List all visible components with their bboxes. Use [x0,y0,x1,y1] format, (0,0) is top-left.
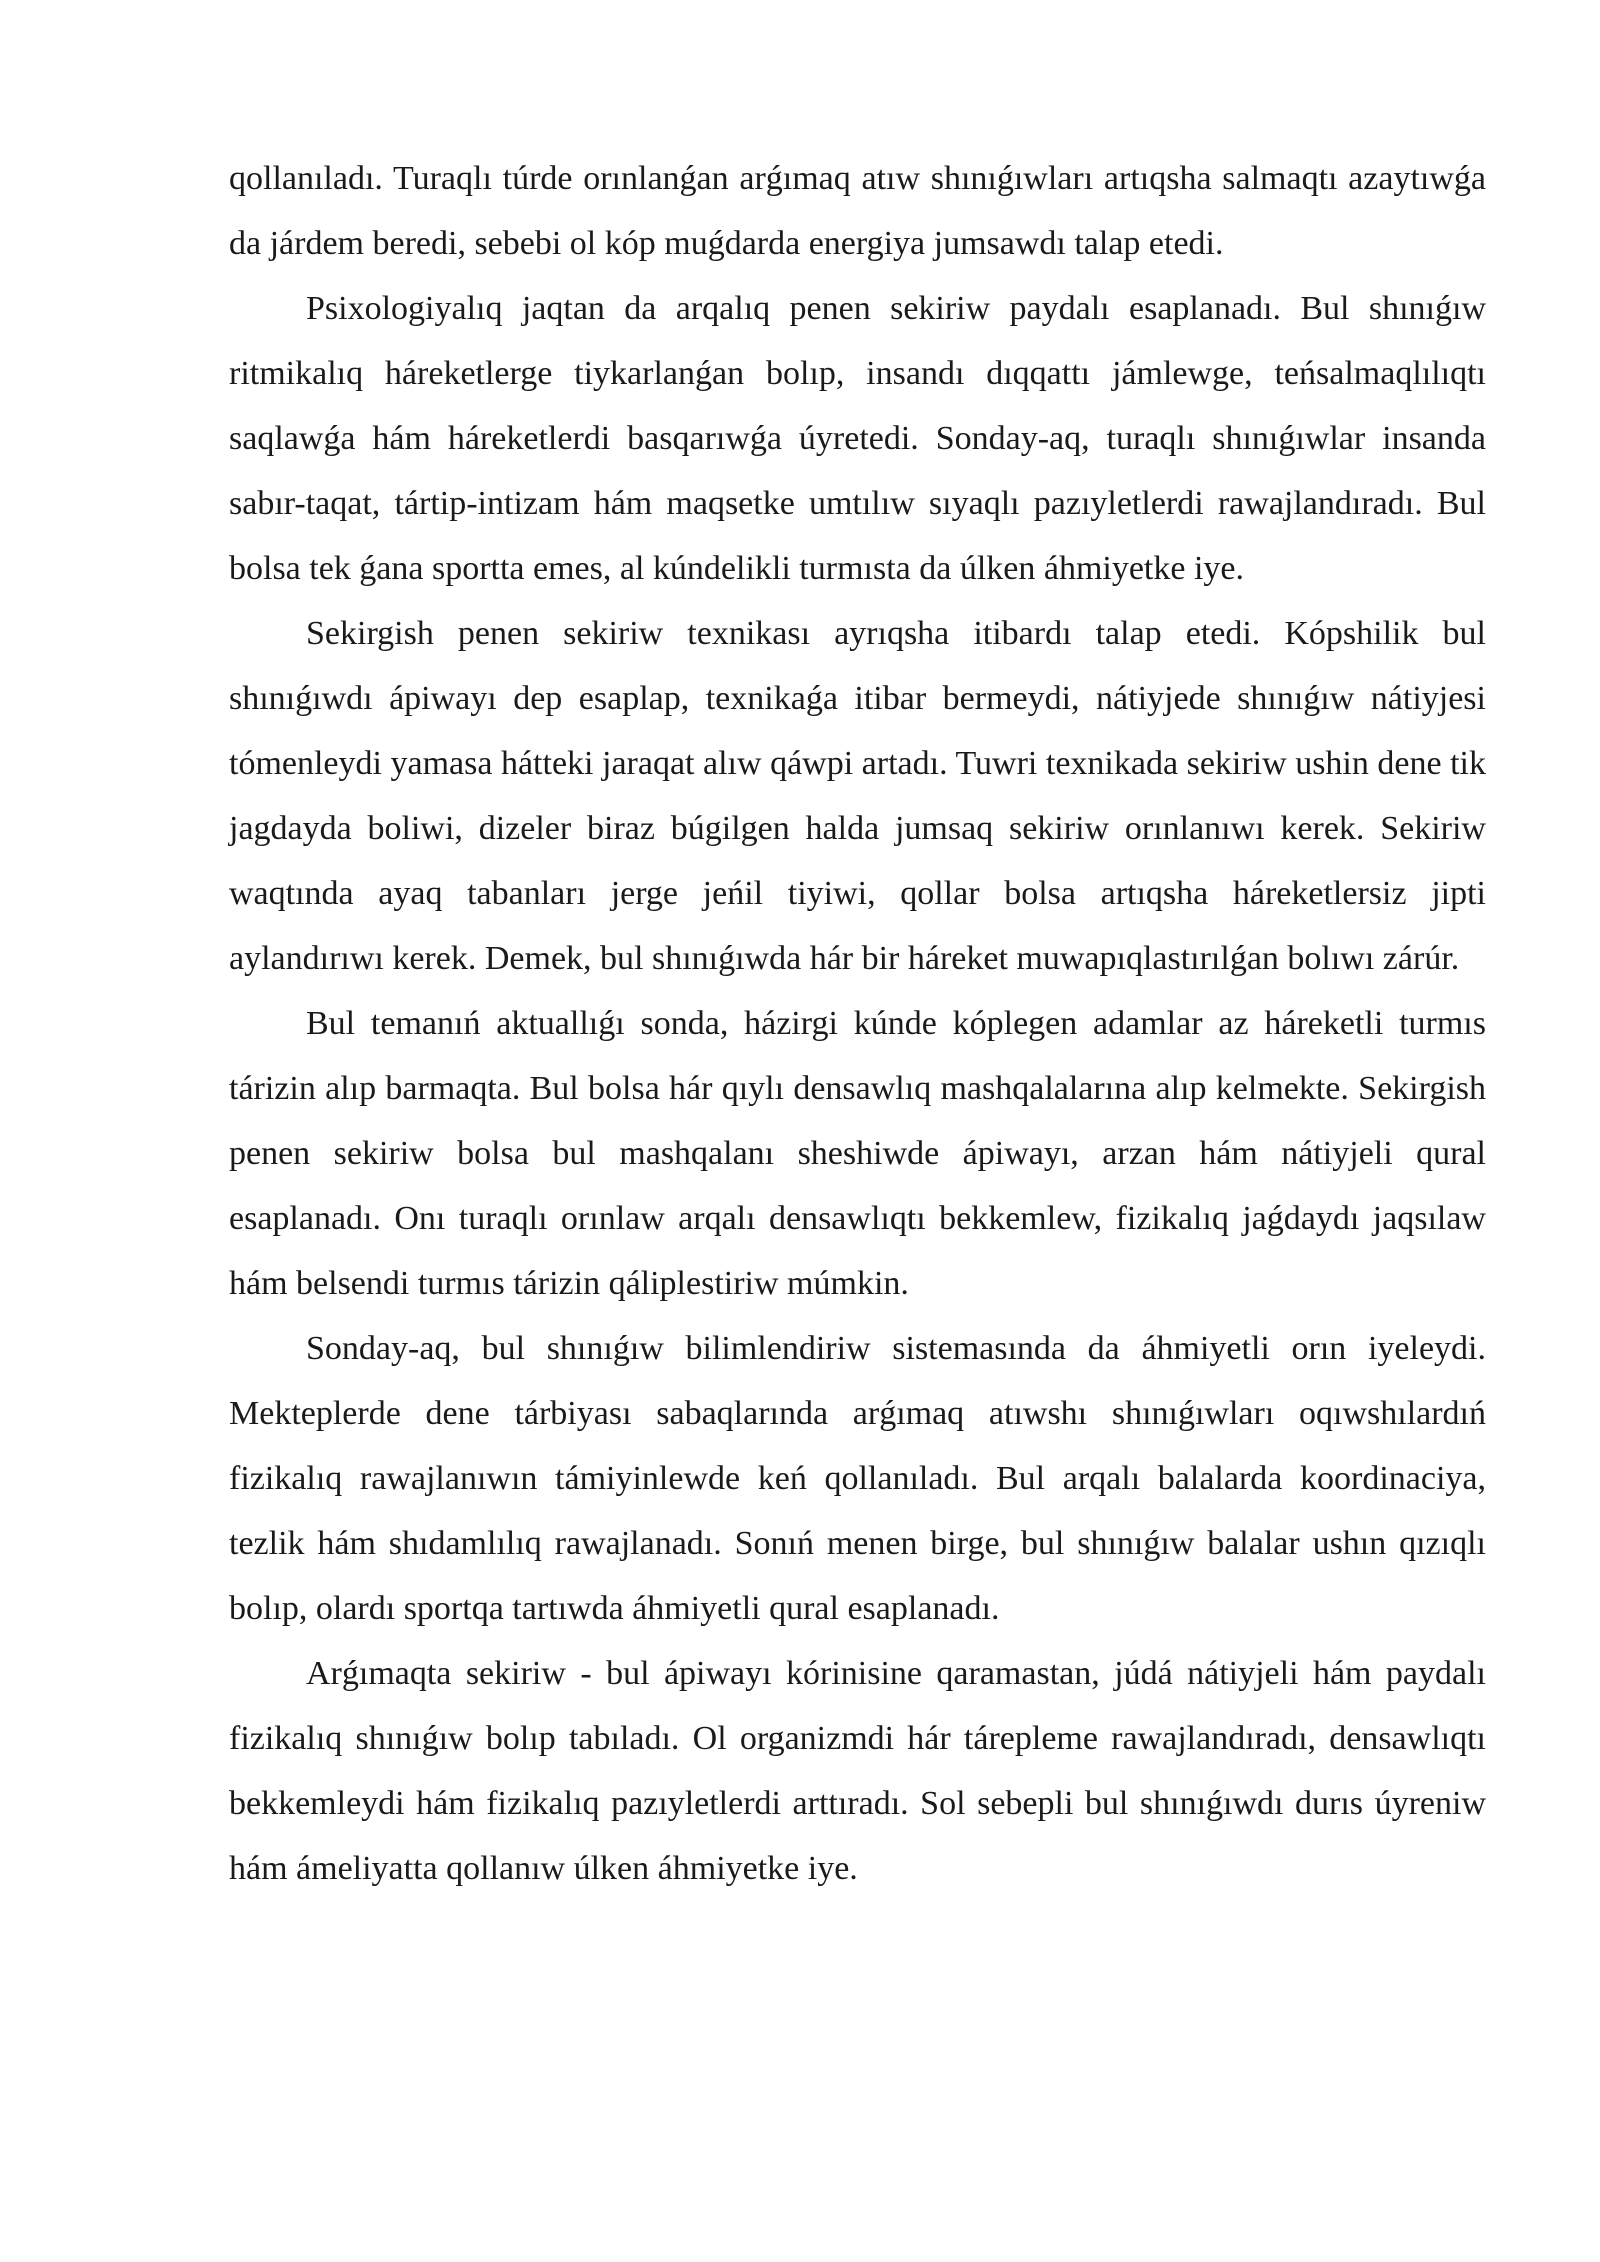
paragraph-technique: Sekirgish penen sekiriw texnikası ayrıqsha itibardı talap etedi. Kópshilik bul shınıǵıwdı ápiwayı dep esaplap, texnikaǵa itibar bermeydi, nátiyjede shınıǵıw nátiyjesi tómenleydi yamasa hátteki jaraqat alıw qáwpi artadı. Tuwri texnikada sekiriw ushin dene tik jagdayda boliwi, dizeler biraz búgilgen halda jumsaq sekiriw orınlanıwı kerek. Sekiriw waqtında ayaq tabanları jerge jeńil tiyiwi, qollar bolsa artıqsha háreketlersiz jipti aylandırıwı kerek. Demek, bul shınıǵıwda hár bir háreket muwapıqlastırılǵan bolıwı zárúr. [229,615,1486,977]
document-page [229,146,1486,1901]
paragraph-psychology: Psixologiyalıq jaqtan da arqalıq penen sekiriw paydalı esaplanadı. Bul shınıǵıw ritmikalıq háreketlerge tiykarlanǵan bolıp, insandı dıqqattı jámlewge, teńsalmaqlılıqtı saqlawǵa hám háreketlerdi basqarıwǵa úyretedi. Sonday-aq, turaqlı shınıǵıwlar insanda sabır-taqat, tártip-intizam hám maqsetke umtılıw sıyaqlı pazıyletlerdi rawajlandıradı. Bul bolsa tek ǵana sportta emes, al kúndelikli turmısta da úlken áhmiyetke iye. [229,290,1486,587]
paragraph-continued: qollanıladı. Turaqlı túrde orınlanǵan arǵımaq atıw shınıǵıwları artıqsha salmaqtı azaytıwǵa da járdem beredi, sebebi ol kóp muǵdarda energiya jumsawdı talap etedi. [229,160,1486,262]
paragraph-conclusion: Arǵımaqta sekiriw - bul ápiwayı kórinisine qaramastan, júdá nátiyjeli hám paydalı fizikalıq shınıǵıw bolıp tabıladı. Ol organizmdi hár tárepleme rawajlandıradı, densawlıqtı bekkemleydi hám fizikalıq pazıyletlerdi arttıradı. Sol sebepli bul shınıǵıwdı durıs úyreniw hám ámeliyatta qollanıw úlken áhmiyetke iye. [229,1655,1486,1887]
paragraph-education: Sonday-aq, bul shınıǵıw bilimlendiriw sistemasında da áhmiyetli orın iyeleydi. Mekteplerde dene tárbiyası sabaqlarında arǵımaq atıwshı shınıǵıwları oqıwshılardıń fizikalıq rawajlanıwın támiyinlewde keń qollanıladı. Bul arqalı balalarda koordinaciya, tezlik hám shıdamlılıq rawajlanadı. Sonıń menen birge, bul shınıǵıw balalar ushın qızıqlı bolıp, olardı sportqa tartıwda áhmiyetli qural esaplanadı. [229,1330,1486,1627]
paragraph-relevance: Bul temanıń aktuallıǵı sonda, házirgi kúnde kóplegen adamlar az háreketli turmıs tárizin alıp barmaqta. Bul bolsa hár qıylı densawlıq mashqalalarına alıp kelmekte. Sekirgish penen sekiriw bolsa bul mashqalanı sheshiwde ápiwayı, arzan hám nátiyjeli qural esaplanadı. Onı turaqlı orınlaw arqalı densawlıqtı bekkemlew, fizikalıq jaǵdaydı jaqsılaw hám belsendi turmıs tárizin qáliplestiriw múmkin. [229,1005,1486,1302]
